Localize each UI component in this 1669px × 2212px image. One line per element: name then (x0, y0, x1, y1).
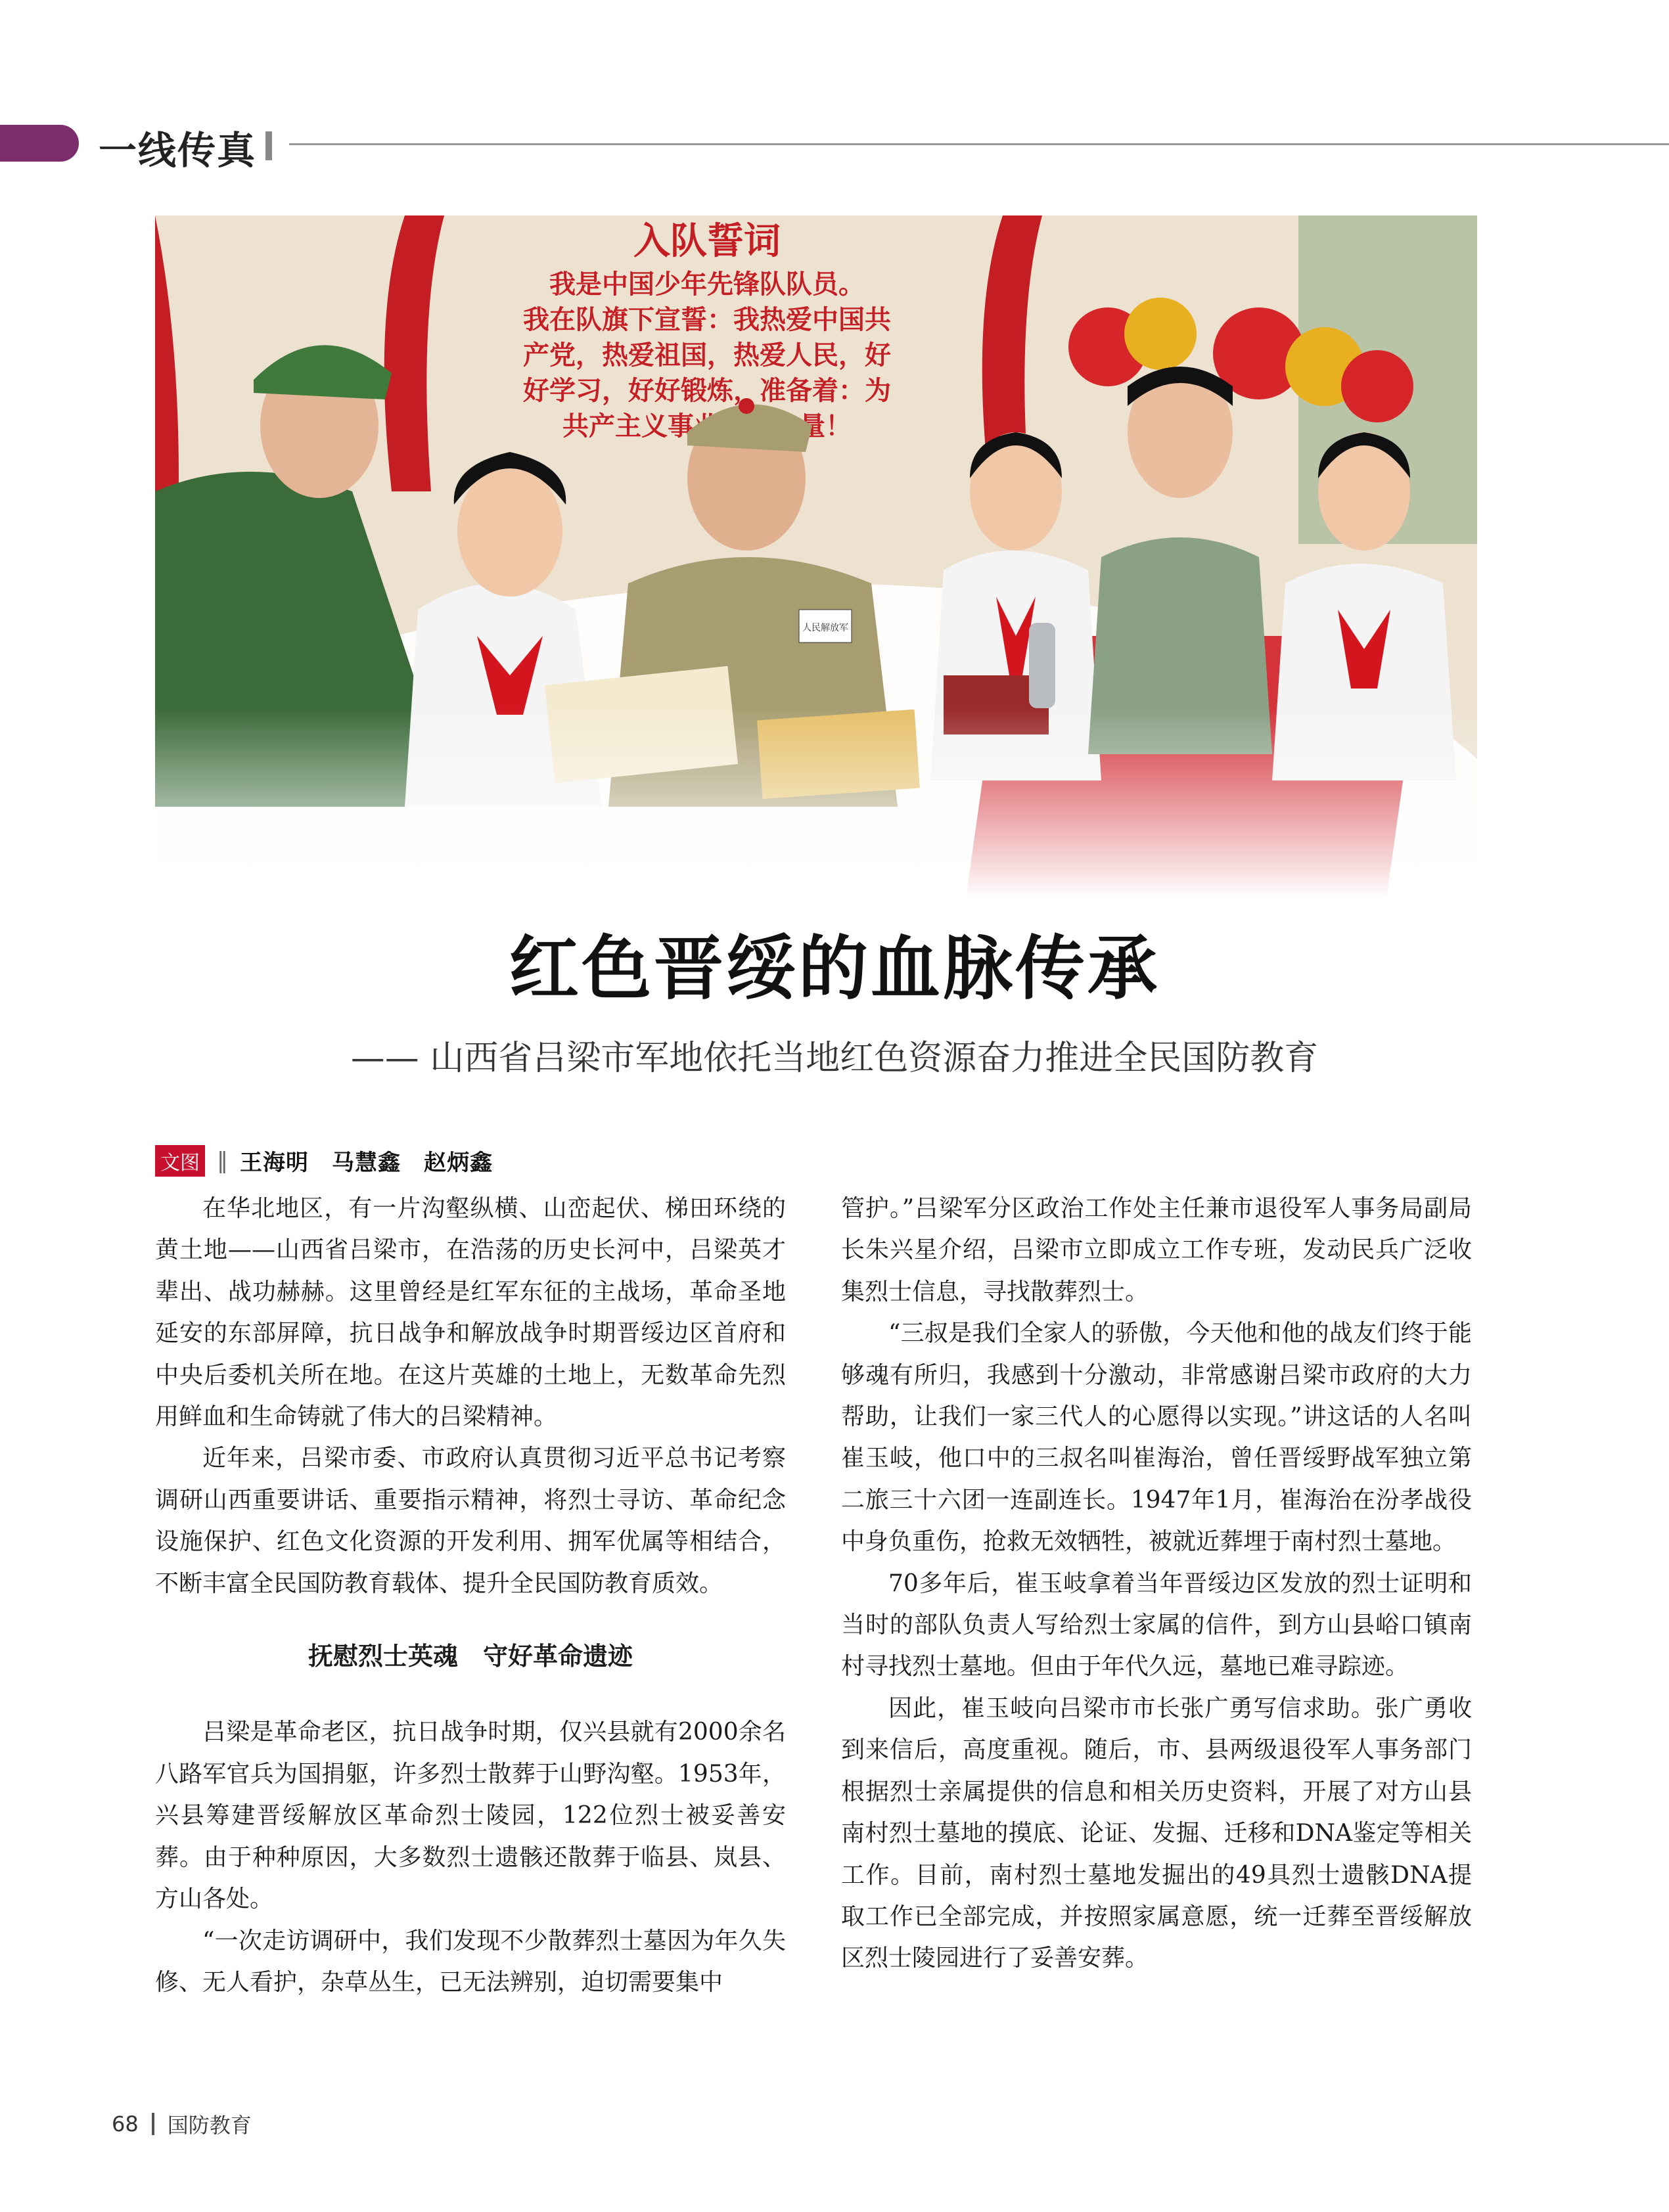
paragraph: 70多年后，崔玉岐拿着当年晋绥边区发放的烈士证明和当时的部队负责人写给烈士家属的信件，到方山县峪口镇南村寻找烈士墓地。但由于年代久远，墓地已难寻踪迹。 (841, 1569, 1472, 1681)
section-accent-bar (0, 125, 79, 162)
column-left (155, 1188, 786, 2003)
article-title: 红色晋绥的血脉传承 (509, 928, 1160, 1009)
section-heading: 抚慰烈士英魂 守好革命遗迹 (308, 1642, 633, 1671)
paragraph: “三叔是我们全家人的骄傲，今天他和他的战友们终于能够魂有所归，我感到十分激动，非常感谢吕梁市政府的大力帮助，让我们一家三代人的心愿得以实现。”讲这话的人名叫崔玉岐，他口中的三叔名叫崔海治，曾任晋绥野战军独立第二旅三十六团一连副连长。1947年1月，崔海治在汾孝战役中身负重伤，抢救无效牺牲，被就近葬埋于南村烈士墓地。 (841, 1320, 1472, 1556)
paragraph: 管护。”吕梁军分区政治工作处主任兼市退役军人事务局副局长朱兴星介绍，吕梁市立即成立工作专班，发动民兵广泛收集烈士信息，寻找散葬烈士。 (841, 1195, 1472, 1305)
paragraph: 因此，崔玉岐向吕梁市市长张广勇写信求助。张广勇收到来信后，高度重视。随后，市、县两级退役军人事务部门根据烈士亲属提供的信息和相关历史资料，开展了对方山县南村烈士墓地的摸底、论证、发掘、迁移和DNA鉴定等相关工作。目前，南村烈士墓地发掘出的49具烈士遗骸DNA提取工作已全部完成，并按照家属意愿，统一迁葬至晋绥解放区烈士陵园进行了妥善安葬。 (841, 1694, 1472, 1972)
paragraph: “一次走访调研中，我们发现不少散葬烈士墓因为年久失修、无人看护，杂草丛生，已无法辨别，迫切需要集中 (155, 1927, 786, 1996)
article-photo (155, 215, 1477, 899)
page-footer (112, 2109, 252, 2139)
footer-separator (152, 2113, 154, 2135)
paragraph: 近年来，吕梁市委、市政府认真贯彻习近平总书记考察调研山西重要讲话、重要指示精神，将烈士寻访、革命纪念设施保护、红色文化资源的开发利用、拥军优属等相结合，不断丰富全民国防教育载体、提升全民国防教育质效。 (155, 1445, 786, 1597)
paragraph: 吕梁是革命老区，抗日战争时期，仅兴县就有2000余名八路军官兵为国捐躯，许多烈士散葬于山野沟壑。1953年，兴县筹建晋绥解放区革命烈士陵园，122位烈士被妥善安葬。由于种种原因，大多数烈士遗骸还散葬于临县、岚县、方山各处。 (155, 1719, 786, 1913)
page-number: 68 (112, 2111, 139, 2136)
section-tick (265, 131, 272, 160)
byline-authors: 王海明 马慧鑫 赵炳鑫 (240, 1150, 493, 1176)
byline-separator: ‖ (217, 1147, 228, 1174)
photo-illustration (155, 215, 1477, 899)
column-right (841, 1188, 1472, 1979)
article-subtitle: —— 山西省吕梁市军地依托当地红色资源奋力推进全民国防教育 (350, 1039, 1319, 1078)
byline (155, 1144, 493, 1177)
section-label: 一线传真 (99, 128, 257, 173)
paragraph: 在华北地区，有一片沟壑纵横、山峦起伏、梯田环绕的黄土地——山西省吕梁市，在浩荡的历史长河中，吕梁英才辈出、战功赫赫。这里曾经是红军东征的主战场，革命圣地延安的东部屏障，抗日战争和解放战争时期晋绥边区首府和中央后委机关所在地。在这片英雄的土地上，无数革命先烈用鲜血和生命铸就了伟大的吕梁精神。 (155, 1195, 786, 1431)
byline-tag: 文图 (155, 1145, 205, 1177)
magazine-name: 国防教育 (167, 2113, 252, 2138)
header-rule (289, 143, 1669, 145)
